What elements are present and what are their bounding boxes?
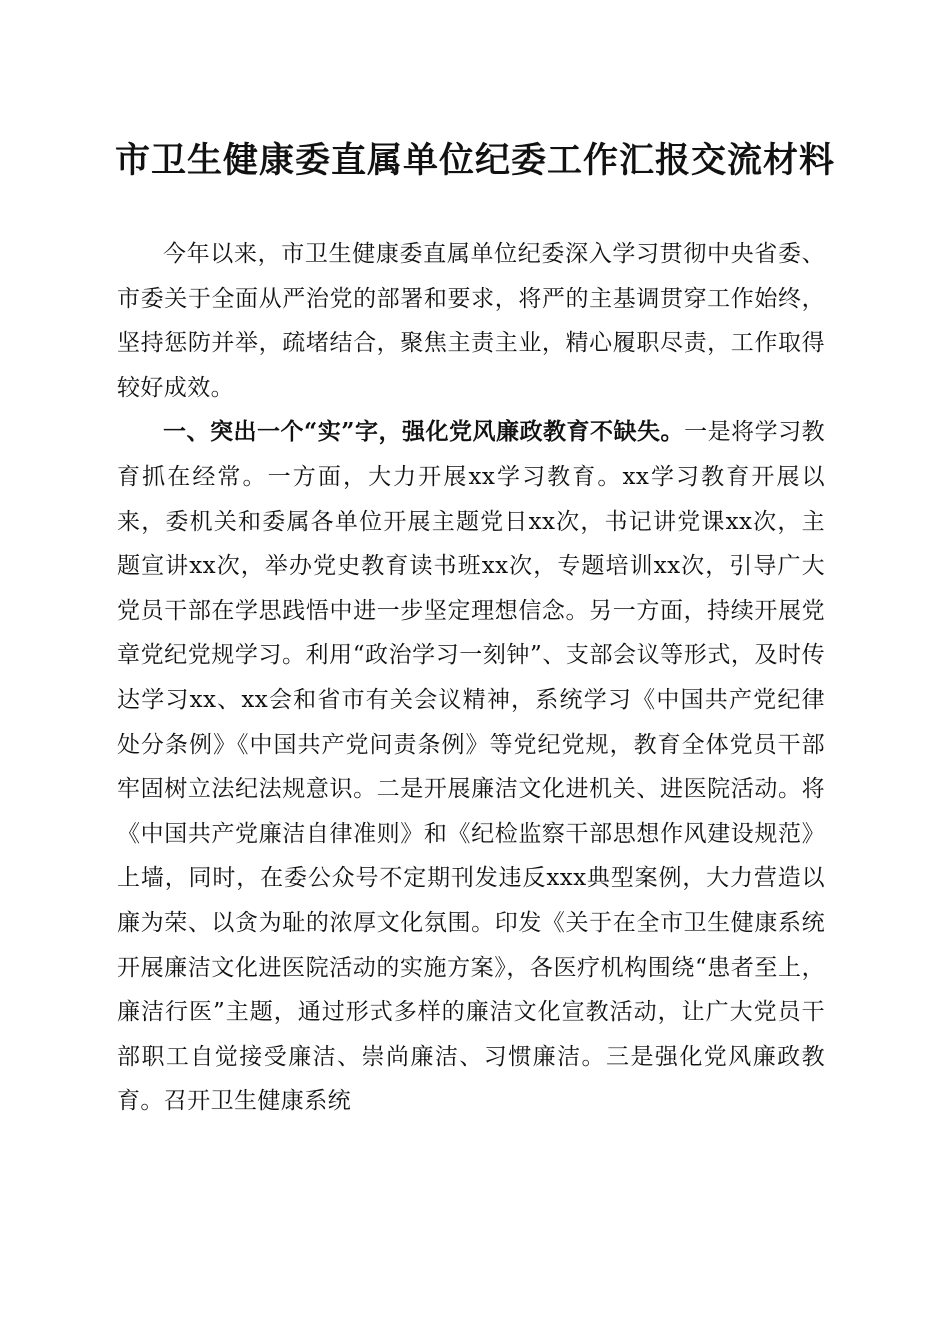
document-title: 市卫生健康委直属单位纪委工作汇报交流材料 bbox=[114, 140, 835, 181]
section-one-paragraph bbox=[117, 410, 825, 1124]
intro-paragraph bbox=[117, 232, 825, 410]
document-body bbox=[117, 232, 825, 1124]
intro-paragraph-text: 今年以来，市卫生健康委直属单位纪委深入学习贯彻中央省委、市委关于全面从严治党的部署和要求，将严的主基调贯穿工作始终，坚持惩防并举，疏堵结合，聚焦主责主业，精心履职尽责，工作取得较好成效。 bbox=[117, 241, 825, 401]
section-one-heading: 一、突出一个“实”字，强化党风廉政教育不缺失。 bbox=[163, 418, 685, 446]
section-one-text: 一是将学习教育抓在经常。一方面，大力开展xx学习教育。xx学习教育开展以来，委机关和委属各单位开展主题党日xx次，书记讲党课xx次，主题宣讲xx次，举办党史教育读书班xx次，专题培训xx次，引导广大党员干部在学思践悟中进一步坚定理想信念。另一方面，持续开展党章党纪党规学习。利用“政治学习一刻钟”、支部会议等形式，及时传达学习xx、xx会和省市有关会议精神，系统学习《中国共产党纪律处分条例》《中国共产党问责条例》等党纪党规，教育全体党员干部牢固树立法纪法规意识。二是开展廉洁文化进机关、进医院活动。将《中国共产党廉洁自律准则》和《纪检监察干部思想作风建设规范》上墙，同时，在委公众号不定期刊发违反xxx典型案例，大力营造以廉为荣、以贪为耻的浓厚文化氛围。印发《关于在全市卫生健康系统开展廉洁文化进医院活动的实施方案》，各医疗机构围绕“患者至上，廉洁行医”主题，通过形式多样的廉洁文化宣教活动，让广大党员干部职工自觉接受廉洁、崇尚廉洁、习惯廉洁。三是强化党风廉政教育。召开卫生健康系统 bbox=[117, 419, 825, 1115]
